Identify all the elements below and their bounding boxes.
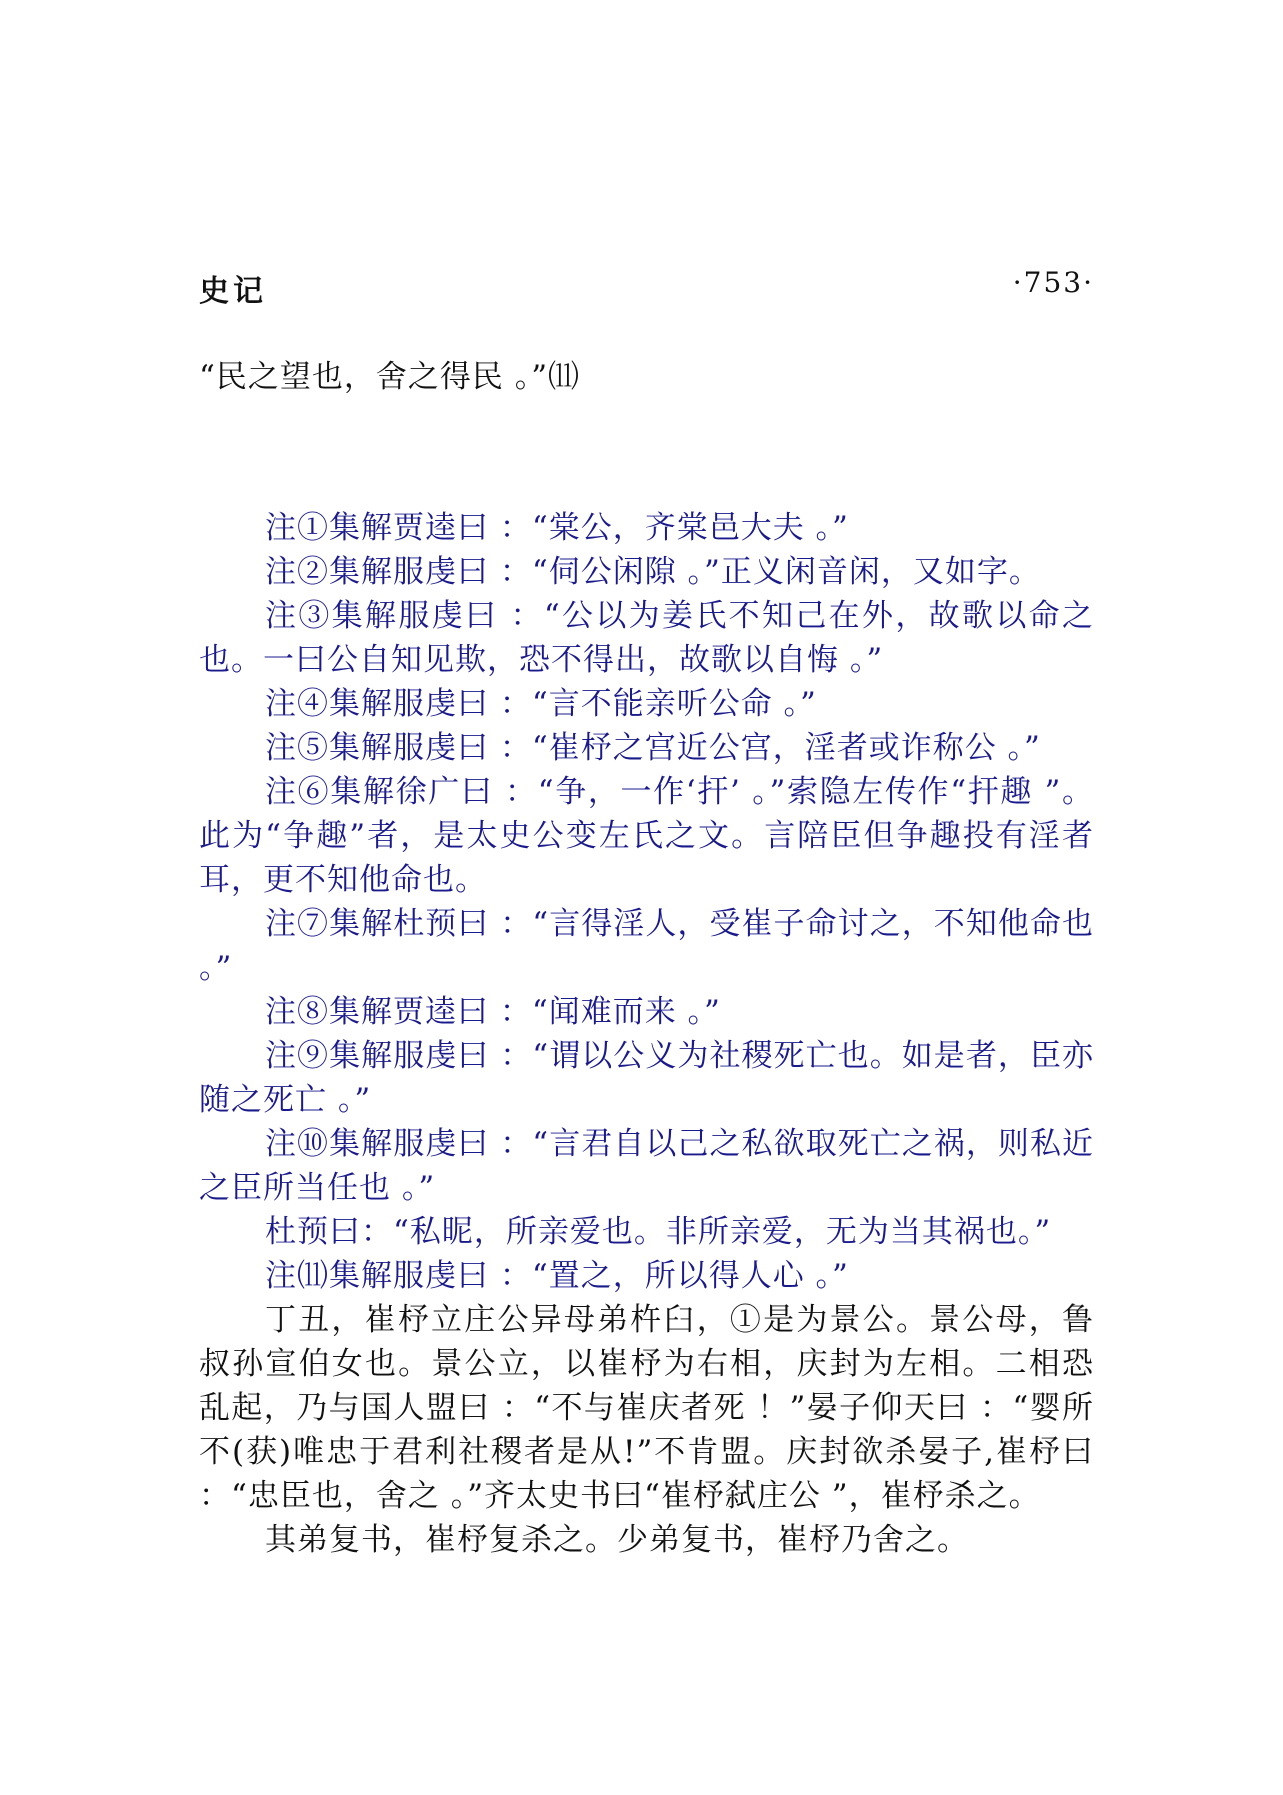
book-title: 史记 <box>199 274 267 309</box>
annotation-paragraph: 杜预曰：“私昵，所亲爱也。非所亲爱，无为当其祸也。” <box>265 1214 1052 1250</box>
annotation-paragraph: 注④集解服虔曰 ：“言不能亲听公命 。” <box>265 686 817 722</box>
annotation-paragraph: 注③集解服虔曰 ：“公以为姜氏不知己在外，故歌以命之也。一曰公自知见欺，恐不得出，故歌以自悔 。” <box>199 598 1094 678</box>
running-head <box>199 266 1094 309</box>
annotation-paragraph: 注⑨集解服虔曰 ：“谓以公义为社稷死亡也。如是者，臣亦随之死亡 。” <box>199 1038 1094 1118</box>
annotation-paragraph: 注①集解贾逵曰 ：“棠公，齐棠邑大夫 。” <box>265 510 849 546</box>
annotation-paragraph: 注⑤集解服虔曰 ：“崔杼之宫近公宫，淫者或诈称公 。” <box>265 730 1041 766</box>
main-paragraph: 丁丑，崔杼立庄公异母弟杵臼，①是为景公。景公母，鲁叔孙宣伯女也。景公立，以崔杼为右相，庆封为左相。二相恐乱起，乃与国人盟曰 ：“不与崔庆者死 ！”晏子仰天曰 ：“婴所不(获)唯忠于君利社稷者是从!”不肯盟。庆封欲杀晏子,崔杼曰 ：“忠臣也，舍之 。”齐太史书曰“崔杼弑庄公 ”，崔杼杀之。 <box>199 1302 1094 1514</box>
annotation-paragraph: 注⑥集解徐广曰 ：“争，一作‘扞’ 。”索隐左传作“扞趣 ”。此为“争趣”者，是太史公变左氏之文。言陪臣但争趣投有淫者耳，更不知他命也。 <box>199 774 1094 898</box>
main-paragraph: “民之望也，舍之得民 。”⑾ <box>199 359 581 395</box>
page-number: ·753· <box>1012 266 1094 299</box>
annotation-paragraph: 注⑩集解服虔曰 ：“言君自以己之私欲取死亡之祸，则私近之臣所当任也 。” <box>199 1126 1094 1206</box>
body-text <box>199 355 1094 1562</box>
main-paragraph: 其弟复书，崔杼复杀之。少弟复书，崔杼乃舍之。 <box>265 1522 969 1558</box>
annotation-paragraph: 注⑦集解杜预曰 ：“言得淫人，受崔子命讨之，不知他命也 。” <box>199 906 1094 986</box>
annotation-paragraph: 注⑾集解服虔曰 ：“置之，所以得人心 。” <box>265 1258 849 1294</box>
annotation-paragraph: 注⑧集解贾逵曰 ：“闻难而来 。” <box>265 994 721 1030</box>
annotation-paragraph: 注②集解服虔曰 ：“伺公闲隙 。”正义闲音闲，又如字。 <box>265 554 1041 590</box>
paragraph-gap <box>199 430 1094 475</box>
